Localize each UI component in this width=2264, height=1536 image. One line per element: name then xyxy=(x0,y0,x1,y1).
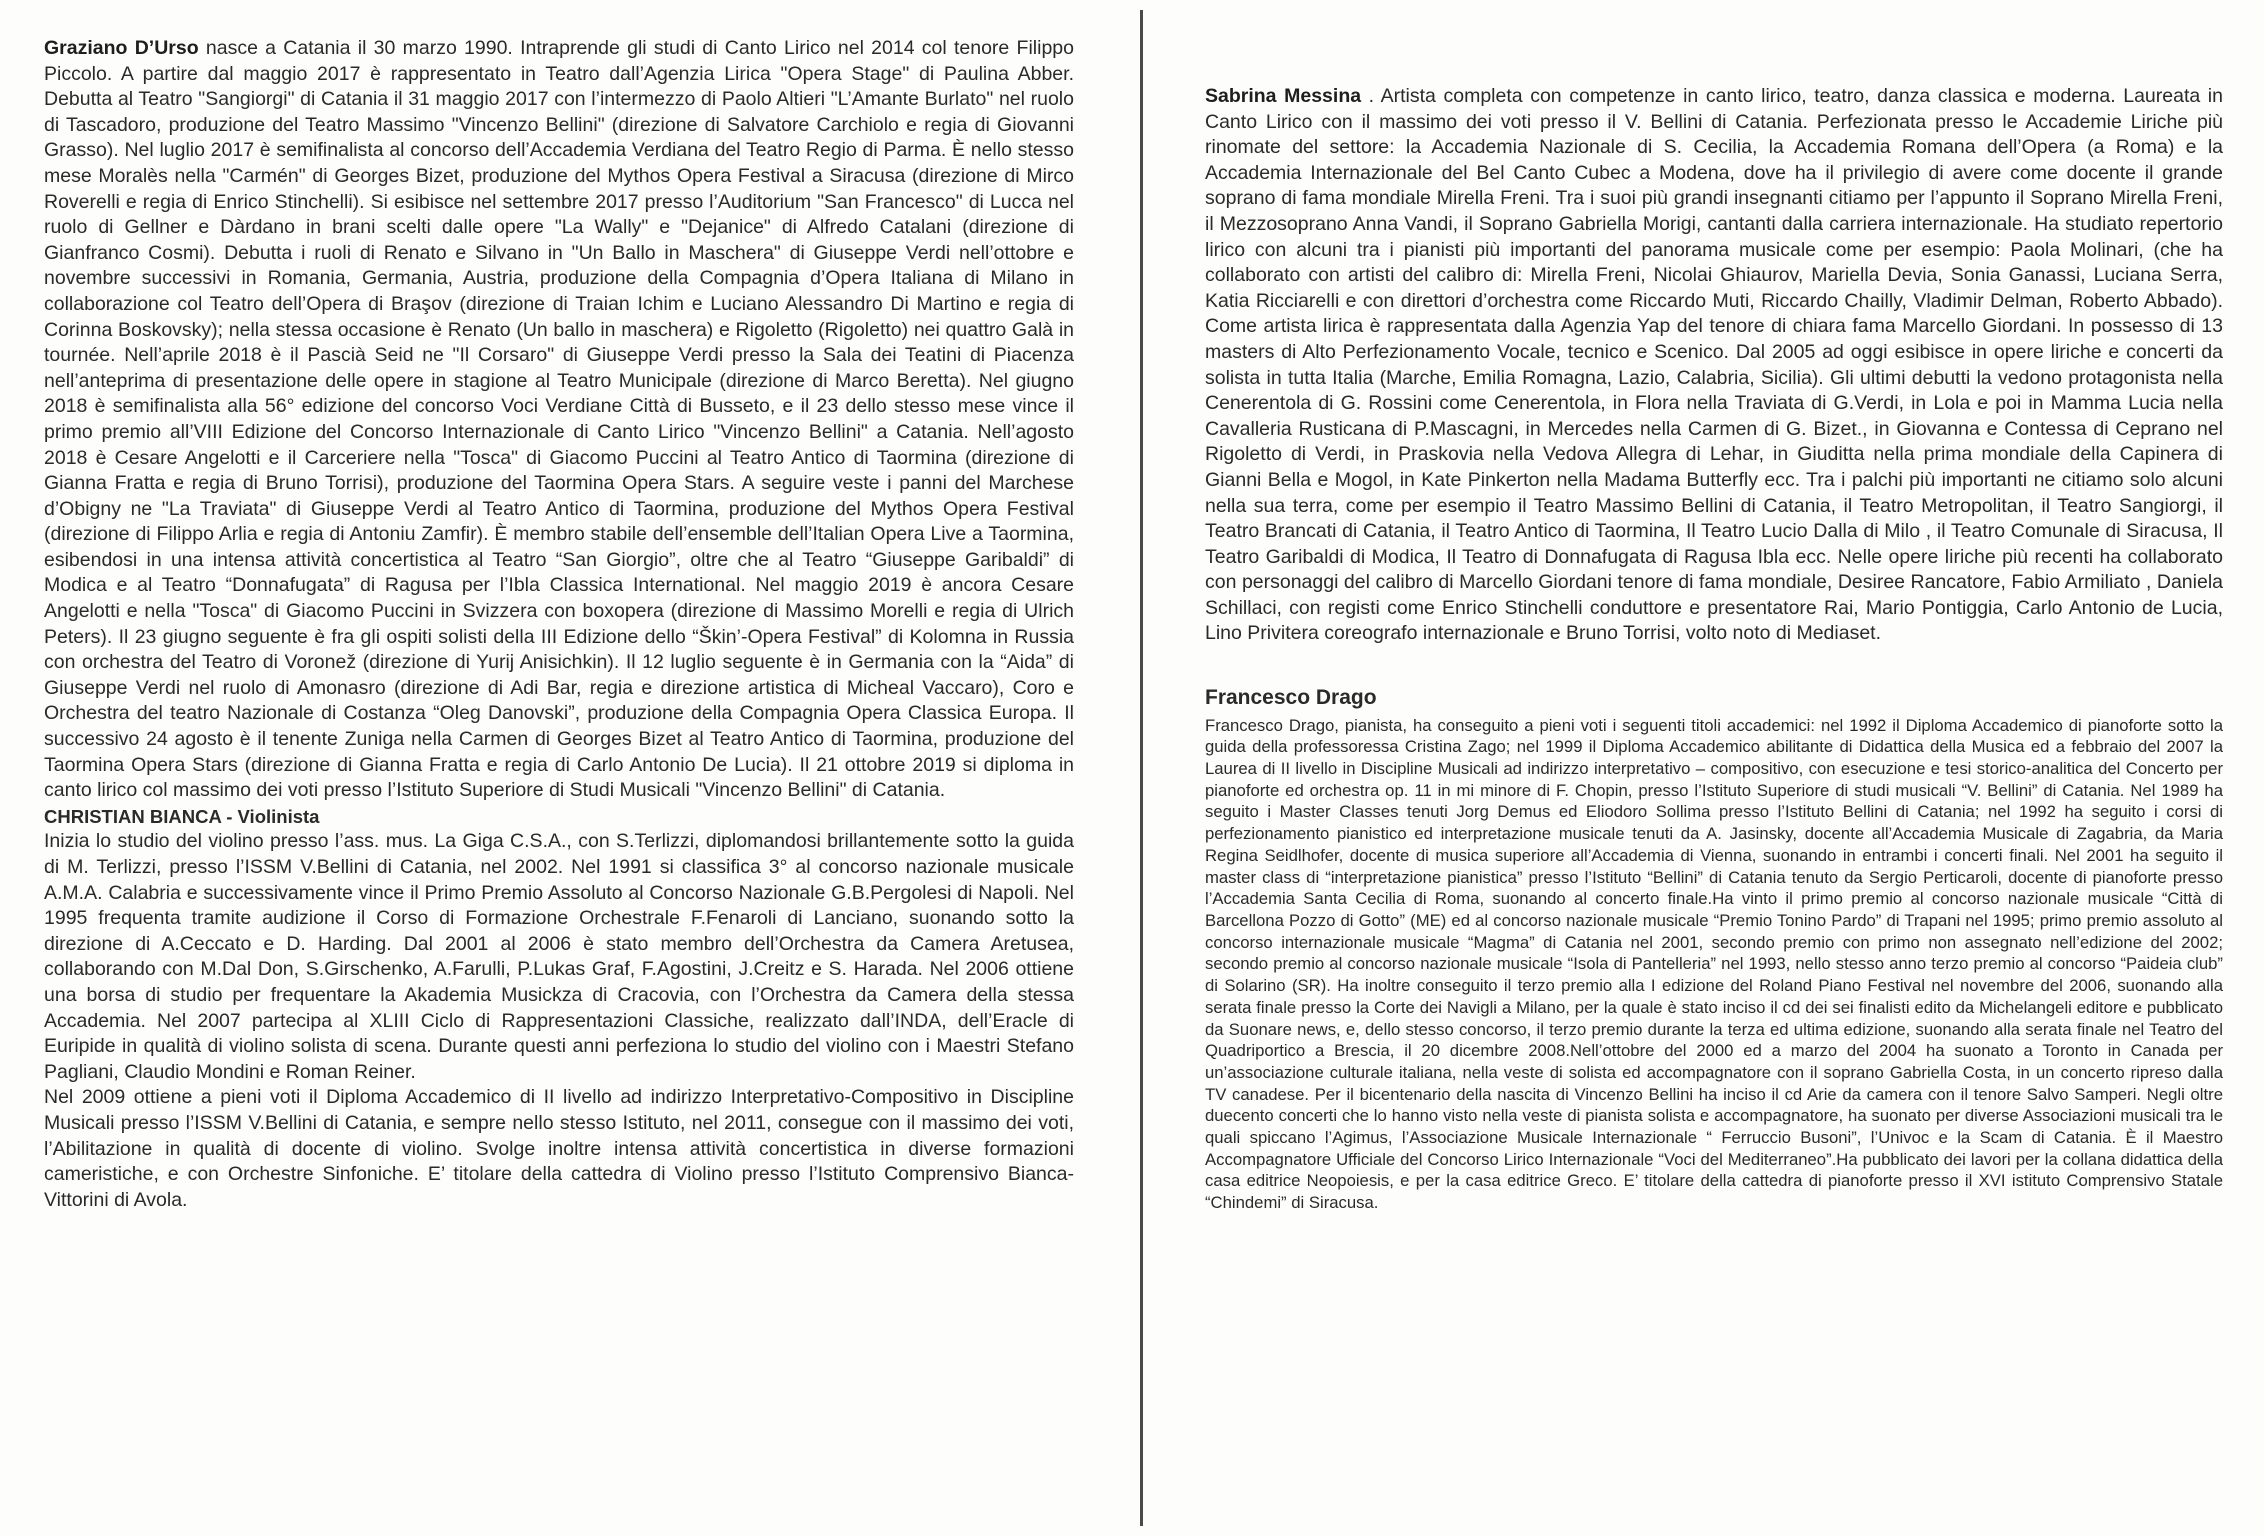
bianca-heading: CHRISTIAN BIANCA - Violinista xyxy=(44,805,320,827)
left-page xyxy=(44,36,1074,1213)
messina-name: Sabrina Messina xyxy=(1205,85,1362,107)
durso-text: nasce a Catania il 30 marzo 1990. Intraprende gli studi di Canto Lirico nel 2014 col tenore Filippo Piccolo. A partire dal maggio 2017 è rappresentato in Teatro dall’Agenzia Lirica "Opera Stage" di Paulina Abber. Debutta al Teatro "Sangiorgi" di Catania il 31 maggio 2017 con l’intermezzo di Paolo Altieri "L’Amante Burlato" nel ruolo di Tascadoro, produzione del Teatro Massimo "Vincenzo Bellini" (direzione di Salvatore Carchiolo e regia di Giovanni Grasso). Nel luglio 2017 è semifinalista al concorso dell’Accademia Verdiana del Teatro Regio di Parma. È nello stesso mese Moralès nella "Carmén" di Georges Bizet, produzione del Mythos Opera Festival a Siracusa (direzione di Mirco Roverelli e regia di Enrico Stinchelli). Si esibisce nel settembre 2017 presso l’Auditorium "San Francesco" di Lucca nel ruolo di Gellner e Dàrdano in brani scelti dalle opere "La Wally" e "Dejanice" di Alfredo Catalani (direzione di Gianfranco Cosmi). Debutta i ruoli di Renato e Silvano in "Un Ballo in Maschera" di Giuseppe Verdi nell’ottobre e novembre successivi in Romania, Germania, Austria, produzione della Compagnia d’Opera Italiana di Milano in collaborazione col Teatro dell’Opera di Braşov (direzione di Traian Ichim e Luciano Alessandro Di Martino e regia di Corinna Boskovsky); nella stessa occasione è Renato (Un ballo in maschera) e Rigoletto (Rigoletto) nei quattro Galà in tournée. Nell’aprile 2018 è il Pascià Seid ne "Il Corsaro" di Giuseppe Verdi presso la Sala dei Teatini di Piacenza nell’anteprima di presentazione delle opere in stagione al Teatro Municipale (direzione di Marco Beretta). Nel giugno 2018 è semifinalista alla 56° edizione del concorso Voci Verdiane Città di Busseto, e il 23 dello stesso mese vince il primo premio all’VIII Edizione del Concorso Internazionale di Canto Lirico "Vincenzo Bellini" a Catania. Nell’agosto 2018 è Cesare Angelotti e il Carceriere nella "Tosca" di Giacomo Puccini al Teatro Antico di Taormina (direzione di Gianna Fratta e regia di Bruno Torrisi), produzione del Taormina Opera Stars. A seguire veste i panni del Marchese d’Obigny ne "La Traviata" di Giuseppe Verdi al Teatro Antico di Taormina, produzione del Mythos Opera Festival (direzione di Filippo Arlia e regia di Antoniu Zamfir). È membro stabile dell’ensemble dell’Italian Opera Live a Taormina, esibendosi in una intensa attività concertistica al Teatro “San Giorgio”, oltre che al Teatro “Giuseppe Garibaldi” di Modica e al Teatro “Donnafugata” di Ragusa per l’Ibla Classica International. Nel maggio 2019 è ancora Cesare Angelotti e nella "Tosca" di Giacomo Puccini in Svizzera con boxopera (direzione di Massimo Morelli e regia di Ulrich Peters). Il 23 giugno seguente è fra gli ospiti solisti della III Edizione dello “Škin’-Opera Festival” di Kolomna in Russia con orchestra del Teatro di Voronež (direzione di Yurij Anisichkin). Il 12 luglio seguente è in Germania con la “Aida” di Giuseppe Verdi nel ruolo di Amonasro (direzione di Adi Bar, regia e direzione artistica di Micheal Vaccaro), Coro e Orchestra del teatro Nazionale di Costanza “Oleg Danovski”, produzione della Compagnia Opera Classica Europa. Il successivo 24 agosto è il tenente Zuniga nella Carmen di Georges Bizet al Teatro Antico di Taormina, produzione del Taormina Opera Stars (direzione di Gianna Fratta e regia di Carlo Antonio De Lucia). Il 21 ottobre 2019 si diploma in canto lirico col massimo dei voti presso l’Istituto Superiore di Studi Musicali "Vincenzo Bellini" di Catania. xyxy=(44,37,1074,802)
drago-bio: Francesco Drago, pianista, ha conseguito a pieni voti i seguenti titoli accademici: nel 1992 il Diploma Accademico di pianoforte sotto la guida della professoressa Cristina Zago; nel 1999 il Diploma Accademico abilitante di Didattica della Musica ed a febbraio del 2007 la Laurea di II livello in Discipline Musicali ad indirizzo interpretativo – compositivo, con esecuzione e tesi storico-analitica del Concerto per pianoforte ed orchestra op. 11 in mi minore di F. Chopin, presso l’Istituto Superiore di studi musicali “V. Bellini” di Catania. Nel 1989 ha seguito i Master Classes tenuti Jorg Demus ed Eliodoro Sollima presso l’Istituto Bellini di Catania; nel 1992 ha seguito i corsi di perfezionamento pianistico ed interpretazione musicale tenuti da A. Jasinsky, docente all’Accademia Musicale di Zagabria, da Maria Regina Seidlhofer, docente di musica superiore all’Accademia di Vienna, suonando in entrambi i concerti finali. Nel 2001 ha seguito il master class di “interpretazione pianistica” presso l’Istituto “Bellini” di Catania tenuto da Sergio Perticaroli, docente di pianoforte presso l’Accademia Santa Cecilia di Roma, suonando al concerto finale.Ha vinto il primo premio al concorso nazionale musicale “Città di Barcellona Pozzo di Gotto” (ME) ed al concorso nazionale musicale “Premio Tonino Pardo” di Trapani nel 1995; primo premio assoluto al concorso internazionale musicale “Magma” di Catania nel 2001, secondo premio con primo non assegnato nell’edizione del 2002; secondo premio al concorso nazionale musicale “Isola di Pantelleria” nel 1993, nello stesso anno terzo premio al concorso “Paideia club” di Solarino (SR). Ha inoltre conseguito il terzo premio alla I edizione del Roland Piano Festival nel novembre del 2006, suonando alla serata finale presso la Corte dei Navigli a Milano, per la quale è stato inciso il cd dei sei finalisti edito da Michelangeli editore e pubblicato da Suonare news, e, dello stesso concorso, il terzo premio durante la terza ed ultima edizione, suonando alla serata finale nel Teatro del Quadriportico a Brescia, il 20 dicembre 2008.Nell’ottobre del 2000 ed a marzo del 2004 ha suonato a Toronto in Canada per un’associazione culturale italiana, nella veste di solista ed accompagnatore con il soprano Gabriella Costa, in un concerto ripreso dalla TV canadese. Per il bicentenario della nascita di Vincenzo Bellini ha inciso il cd Arie da camera con il tenore Salvo Samperi. Negli oltre duecento concerti che lo hanno visto nella veste di pianista solista e accompagnatore, ha suonato per diverse Associazioni musicali tra le quali spiccano l’Agimus, l’Associazione Musicale Internazionale “ Ferruccio Busoni”, l’Univoc e la Scam di Catania. È il Maestro Accompagnatore Ufficiale del Concorso Lirico Internazionale “Voci del Mediterraneo”.Ha pubblicato dei lavori per la collana didattica della casa editrice Neopoiesis, e per la casa editrice Greco. E’ titolare della cattedra di pianoforte presso il XVI istituto Comprensivo Statale “Chindemi” di Siracusa. xyxy=(1205,715,2223,1213)
durso-name: Graziano D’Urso xyxy=(44,37,199,59)
page-divider xyxy=(1140,10,1143,1526)
right-page xyxy=(1205,84,2223,1214)
bianca-paragraph-1: Inizia lo studio del violino presso l’ass. mus. La Giga C.S.A., con S.Terlizzi, diplomandosi brillantemente sotto la guida di M. Terlizzi, presso l’ISSM V.Bellini di Catania, nel 2002. Nel 1991 si classifica 3° al concorso nazionale musicale A.M.A. Calabria e successivamente vince il Primo Premio Assoluto al Concorso Nazionale G.B.Pergolesi di Napoli. Nel 1995 frequenta tramite audizione il Corso di Formazione Orchestrale F.Fenaroli di Lanciano, suonando sotto la direzione di A.Ceccato e D. Harding. Dal 2001 al 2006 è stato membro dell’Orchestra da Camera Aretusea, collaborando con M.Dal Don, S.Girschenko, A.Farulli, P.Lukas Graf, F.Agostini, J.Creitz e S. Harada. Nel 2006 ottiene una borsa di studio per frequentare la Akademia Musickza di Cracovia, con l’Orchestra da Camera della stessa Accademia. Nel 2007 partecipa al XLIII Ciclo di Rappresentazioni Classiche, realizzato dall’INDA, dell’Eracle di Euripide in qualità di violino solista di scena. Durante questi anni perfeziona lo studio del violino con i Maestri Stefano Pagliani, Claudio Mondini e Roman Reiner. xyxy=(44,830,1074,1083)
drago-heading: Francesco Drago xyxy=(1205,686,1377,710)
messina-bio xyxy=(1205,84,2223,647)
bianca-paragraph-2: Nel 2009 ottiene a pieni voti il Diploma Accademico di II livello ad indirizzo Interpretativo-Compositivo in Discipline Musicali presso l’ISSM V.Bellini di Catania, e sempre nello stesso Istituto, nel 2011, consegue con il massimo dei voti, l’Abilitazione in qualità di docente di violino. Svolge inoltre intensa attività concertistica in diverse formazioni cameristiche, e con Orchestre Sinfoniche. E’ titolare della cattedra di Violino presso l’Istituto Comprensivo Bianca-Vittorini di Avola. xyxy=(44,1086,1074,1211)
messina-text: . Artista completa con competenze in canto lirico, teatro, danza classica e moderna. Laureata in Canto Lirico con il massimo dei voti presso il V. Bellini di Catania. Perfezionata presso le Accademie Liriche più rinomate del settore: la Accademia Nazionale di S. Cecilia, la Accademia Romana dell’Opera (a Roma) e la Accademia Internazionale del Bel Canto Cubec a Modena, dove ha il privilegio di avere come docente il grande soprano di fama mondiale Mirella Freni. Tra i suoi più grandi insegnanti citiamo per l’appunto il Soprano Mirella Freni, il Mezzosoprano Anna Vandi, il Soprano Gabriella Morigi, cantanti dalla carriera internazionale. Ha studiato repertorio lirico con alcuni tra i pianisti più importanti del panorama musicale come per esempio: Paola Molinari, (che ha collaborato con artisti del calibro di: Mirella Freni, Nicolai Ghiaurov, Mariella Devia, Sonia Ganassi, Luciana Serra, Katia Ricciarelli e con direttori d’orchestra come Riccardo Muti, Riccardo Chailly, Vladimir Delman, Roberto Abbado). Come artista lirica è rappresentata dalla Agenzia Yap del tenore di chiara fama Marcello Giordani. In possesso di 13 masters di Alto Perfezionamento Vocale, tecnico e Scenico. Dal 2005 ad oggi esibisce in opere liriche e concerti da solista in tutta Italia (Marche, Emilia Romagna, Lazio, Calabria, Sicilia). Gli ultimi debutti la vedono protagonista nella Cenerentola di G. Rossini come Cenerentola, in Flora nella Traviata di G.Verdi, in Lola e poi in Mamma Lucia nella Cavalleria Rusticana di P.Mascagni, in Mercedes nella Carmen di G. Bizet., in Giovanna e Contessa di Ceprano nel Rigoletto di Verdi, in Praskovia nella Vedova Allegra di Lehar, in Giuditta nella prima mondiale della Capinera di Gianni Bella e Mogol, in Kate Pinkerton nella Madama Butterfly ecc. Tra i palchi più importanti ne citiamo solo alcuni nella sua terra, come per esempio il Teatro Massimo Bellini di Catania, il Teatro Metropolitan, il Teatro Sangiorgi, il Teatro Brancati di Catania, il Teatro Antico di Taormina, Il Teatro Lucio Dalla di Milo , il Teatro Comunale di Siracusa, Il Teatro Garibaldi di Modica, Il Teatro di Donnafugata di Ragusa Ibla ecc. Nelle opere liriche più recenti ha collaborato con personaggi del calibro di Marcello Giordani tenore di fama mondiale, Desiree Rancatore, Fabio Armiliato , Daniela Schillaci, con registi come Enrico Stinchelli conduttore e presentatore Rai, Mario Pontiggia, Carlo Antonio de Lucia, Lino Privitera coreografo internazionale e Bruno Torrisi, volto noto di Mediaset. xyxy=(1205,85,2223,645)
durso-bio xyxy=(44,36,1074,804)
